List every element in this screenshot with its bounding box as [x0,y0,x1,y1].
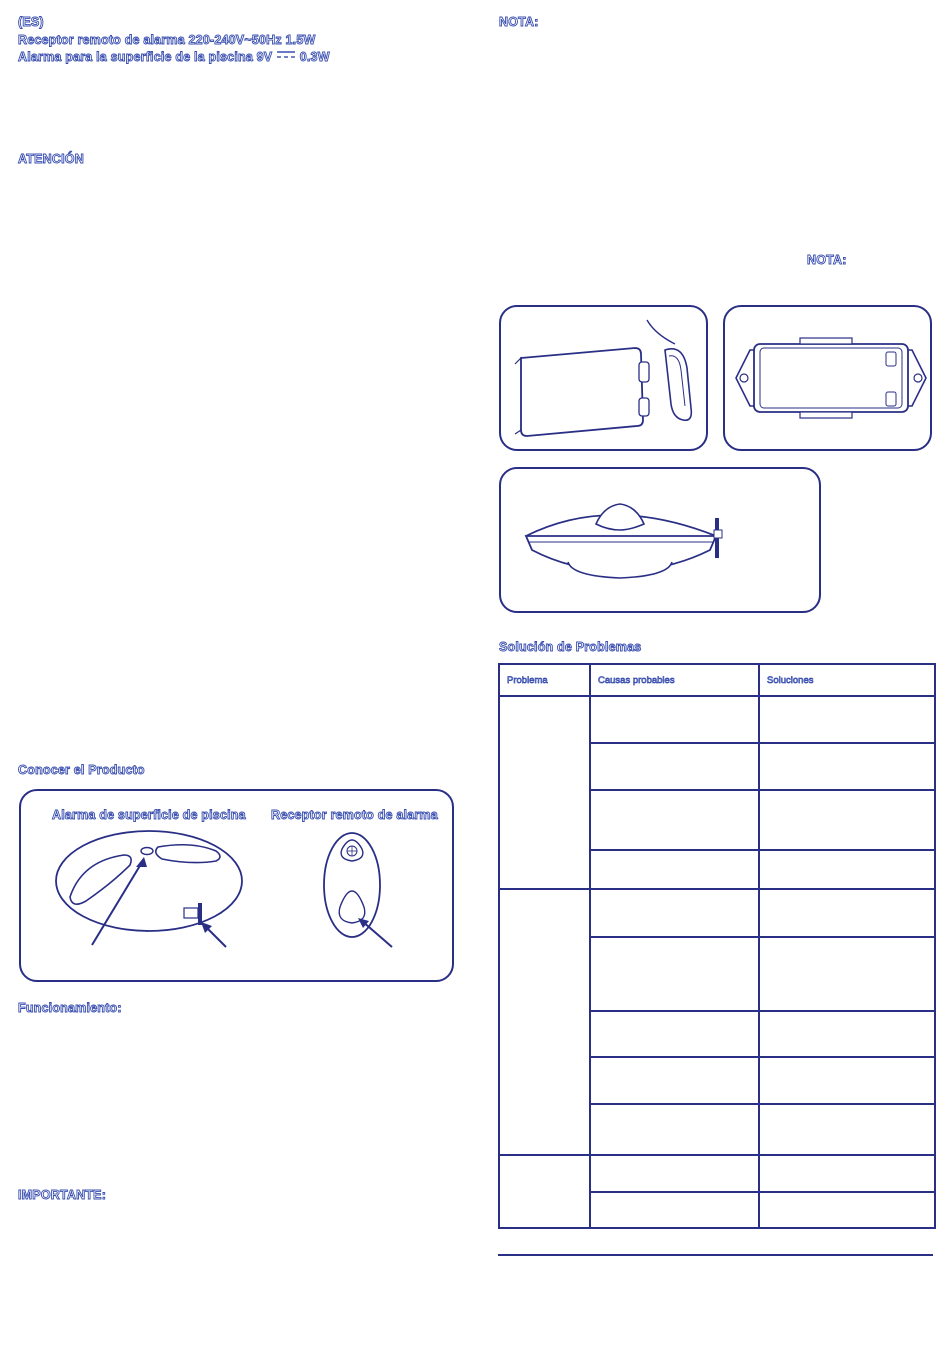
pool-alarm-sideview-illustration [520,488,740,588]
receiver-label: Receptor remoto de alarma [271,808,438,822]
note-heading-2: NOTA: [807,253,847,267]
table-cell [590,1155,759,1192]
table-cell [759,696,935,743]
alarm-label: Alarma de superficie de piscina [52,808,246,822]
bottom-divider [498,1254,933,1256]
table-cell [590,790,759,850]
table-header-causes: Causas probables [590,664,759,696]
table-cell [759,743,935,790]
table-cell [759,1057,935,1104]
table-cell [590,696,759,743]
receiver-topview-illustration [730,308,930,448]
table-cell [759,790,935,850]
table-header-problem: Problema [499,664,590,696]
spec-receiver: Receptor remoto de alarma 220-240V~50Hz 1.5W [18,33,316,47]
important-heading: IMPORTANTE: [18,1188,107,1202]
operation-heading: Funcionamiento: [18,1001,122,1015]
table-cell [499,696,590,889]
language-code: (ES) [18,15,44,29]
pool-alarm-illustration [52,825,252,955]
receiver-box-illustration [505,308,705,448]
table-cell [590,1192,759,1228]
remote-receiver-illustration [300,825,420,955]
dc-symbol-icon [277,50,295,59]
table-cell [499,889,590,1154]
spec-alarm-power: 0.3W [299,50,330,64]
table-cell [759,850,935,889]
table-header-solutions: Soluciones [759,664,935,696]
table-cell [759,889,935,937]
troubleshooting-heading: Solución de Problemas [499,640,642,654]
table-cell [590,850,759,889]
table-cell [759,1192,935,1228]
table-cell [590,1104,759,1155]
table-cell [759,1155,935,1192]
table-cell [759,1011,935,1057]
table-cell [590,1057,759,1104]
table-cell [590,1011,759,1057]
know-product-heading: Conocer el Producto [18,763,145,777]
table-cell [590,743,759,790]
table-cell [590,937,759,1010]
attention-heading: ATENCIÓN [18,152,84,166]
table-cell [759,937,935,1010]
table-header-row [499,664,935,696]
table-row [499,889,935,937]
spec-alarm-text: Alarma para la superficie de la piscina 9V [18,50,273,64]
table-cell [759,1104,935,1155]
spec-alarm [18,49,330,65]
table-cell [590,889,759,937]
table-cell [499,1155,590,1228]
note-heading: NOTA: [499,15,539,29]
table-row [499,696,935,743]
troubleshooting-table [498,663,936,1229]
table-row [499,1155,935,1192]
